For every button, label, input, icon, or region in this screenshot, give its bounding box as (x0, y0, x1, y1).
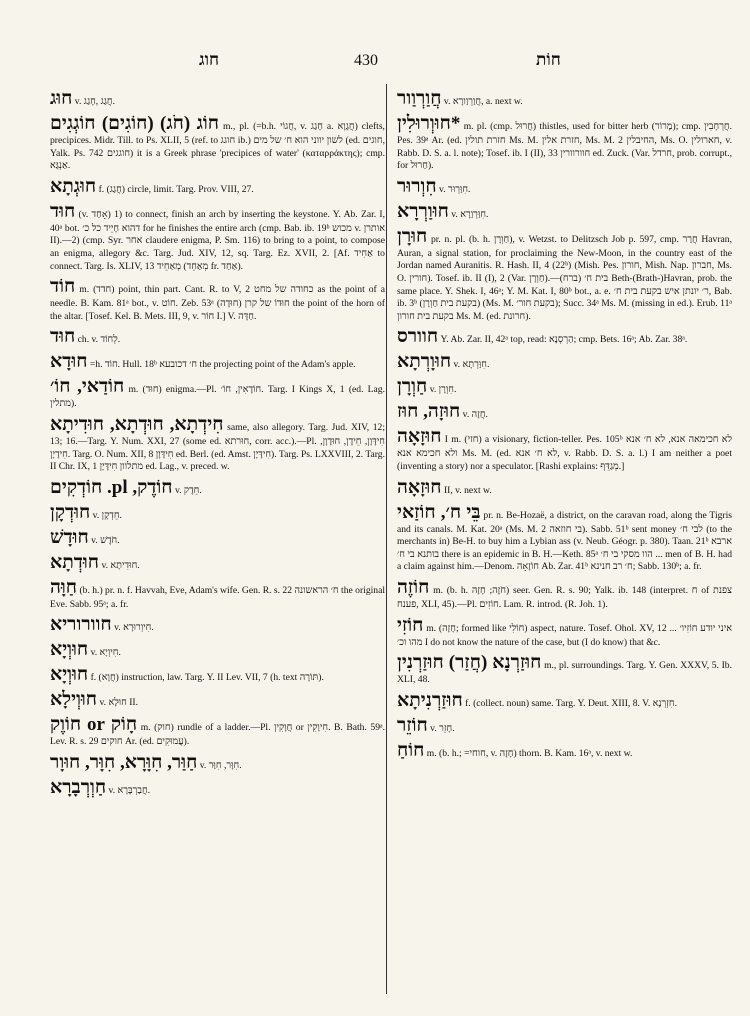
entry-headword: חוּוְיָא (50, 664, 89, 686)
entry-headword: חַוָּה (50, 576, 78, 598)
dictionary-entry (397, 715, 732, 737)
entry-definition: Y. Ab. Zar. II, 42ᵃ top, read: הַרְסְנָא; cmp. Bets. 16ᵃ; Ab. Zar. 38ᵃ. (440, 334, 688, 346)
entry-headword: חוּגְתָא (50, 175, 97, 197)
entry-definition: v. חִוָּר, חִוַּר. (199, 759, 242, 771)
dictionary-entry (397, 401, 732, 423)
entry-headword: חִוְרוּר (397, 175, 437, 197)
entry-definition: v. חִוַּרְוּר. (439, 183, 471, 195)
dictionary-entry (50, 614, 385, 636)
entry-definition: v. חֲבַרְבָּרָא. (108, 784, 151, 796)
dictionary-entry (50, 351, 385, 373)
entry-headword: חַוַּר, חִוָּרָא, חִוָּר, חוּוָר (50, 751, 198, 773)
dictionary-entry (397, 226, 732, 324)
entry-headword: חוּזָאָה (397, 426, 442, 448)
entry-headword: חוֹחַ (397, 739, 425, 761)
dictionary-entry (397, 502, 732, 574)
entry-definition: ch. v. לְחוֹד. (77, 334, 121, 346)
dictionary-entry (50, 752, 385, 774)
entry-definition: v. חֵדְקָן. (92, 509, 122, 521)
entry-definition: v. חָזֵר. (430, 722, 455, 734)
column-divider (386, 84, 387, 994)
entry-headword: חוּוַרְרָא (397, 200, 449, 222)
dictionary-entry (397, 351, 732, 373)
entry-definition: pr. n. pl. (b. h. חַוְרָן), v. Wetzst. to Delitzsch Job p. 597, cmp. חֲרַר Havran, Auran, a signal station, for proclaiming the New-Moon, in the country east of the Jordan named Auranitis. R. Hash. II, 4 (22ᵇ) (Mish. Pes. חורון, Mish. Nap. חברון, Ms. O. חורין). Tosef. ib. II (I), 2 (Var. חַוְרָן).—(ברח) בית ח׳ Beth-(Brath-)Havran, prob. the same place. Y. Shek. I, 46ᵃ; Y. M. Kat. I, 80ᵇ bot., a. e. ר׳ יונתן איש בקעת בית ח׳, Bab. ib. 3ᵇ (בקעת בית חַוְרָן) (Ms. M. בקעת חור׳); Succ. 34ᵃ Ms. M. (missing in ed.). Erub. 11ᵃ בקעת בית חורון Ms. M. (ed. חרונת). (397, 233, 732, 322)
entry-headword: חוֹד (50, 276, 76, 298)
dictionary-entry (397, 426, 732, 473)
entry-definition: m. (חדד) point, thin part. Cant. R. to V, 2 כחודה של מחט as the point of a needle. B. Kam. 81ᵃ bot., v. חוֹט. Zeb. 53ᵃ (חוּדָה) חוּדוֹ של קרן the point of the horn of the altar. [Tosef. Kel. B. Mets. III, 9, v. חוֹר I.] V. חַדָּה. (50, 284, 385, 322)
entry-definition: v. חֹדֶשׁ. (91, 534, 120, 546)
dictionary-entry (50, 664, 385, 686)
entry-definition: v. חִוְרָן. (429, 384, 457, 396)
entry-headword: חוּדָא (50, 351, 88, 373)
entry-definition: =h. חוֹד. Hull. 18ᵇ ח׳ דכובעא the projecting point of the Adam's apple. (89, 359, 356, 371)
entry-definition: v. חֲגַג ,חָגַג. (74, 96, 116, 107)
entry-headword: חוּד (50, 326, 76, 348)
entry-headword: חֲוַרְוַור (397, 88, 442, 109)
entry-definition: f. (חֲוָא) instruction, law. Targ. Y. II Lev. VII, 7 (h. text תּוֹרָה). (90, 672, 324, 684)
entry-definition: f. (חֲגַג) circle, limit. Targ. Prov. VIII, 27. (98, 183, 254, 195)
dictionary-entry (397, 176, 732, 198)
dictionary-entry (50, 113, 385, 173)
dictionary-entry (50, 777, 385, 799)
entry-definition: pr. n. Be-Hozaë, a district, on the caravan road, along the Tigris and its canals. M. Kat. 20ᵃ (Ms. M. 2 בי חוזאה). Sabb. 51ᵇ sent money לבי ח׳ (to the merchants in) Be-H. to buy him a Lybian ass (v. Neub. Géogr. p. 380). Taan. 21ᵇ ארבא בותנא בי ח׳ there is an epidemic in B. H.—Keth. 85ᵃ הוו מסקי בי ח׳ ... men of B. H. had a claim against him.—Denom. חוֹזָאָה Ab. Zar. 41ᵇ ח׳ רב חנינא; Sabb. 130ᵇ; a. fr. (397, 509, 733, 573)
left-column (50, 88, 385, 802)
entry-definition: v. חוּלָא II. (99, 697, 139, 709)
entry-headword: חוֹג (חֹג) (חוֹגִים) חוֹגְגִים (50, 113, 219, 134)
entry-definition: m., pl. surroundings. Targ. Y. Gen. XXXV, 5. Ib. XLI, 48. (397, 660, 732, 686)
dictionary-entry (397, 88, 732, 110)
dictionary-entry (50, 276, 385, 323)
dictionary-entry (50, 639, 385, 661)
entry-headword: חוֹדַאי, חוֹ׳ (50, 376, 125, 398)
dictionary-entry (397, 376, 732, 398)
dictionary-entry (50, 552, 385, 574)
dictionary-entry (50, 414, 385, 474)
entry-headword: חוּדְקָן (50, 501, 91, 523)
entry-definition: m. (חָזָה; formed like חוֹלִי) aspect, nature. Tosef. Ohol. XV, 12 איני יודע חוֹזִיו׳ ... מהו וכ׳ I do not know the nature of the case, but (I do know) that &c. (397, 622, 732, 648)
entry-headword: *חוּוְרוּלִין (397, 113, 461, 134)
dictionary-entry (397, 577, 732, 612)
entry-headword: חוורס (397, 326, 439, 348)
entry-definition: v. חֵדֶק. (174, 484, 202, 496)
dictionary-entry (50, 326, 385, 348)
entry-definition: v. חִוַּרְוַרָא. (451, 208, 489, 220)
entry-definition: I m. (חזי) a visionary, fiction-teller. Pes. 105ᵇ לא חכימאה אנא, לא ח׳ אנא ולא חכימא אנא Ms. M. (ed. לא ח׳ אנא, v. Rabb. D. S. a. l.) I am neither a poet (inventing a story) nor a speculator. [Rashi explains: מְגַדֵּף.] (397, 434, 732, 472)
dictionary-entry (50, 714, 385, 749)
entry-headword: חִידְתָא, חוּדְתָא, חוּדִיתָא (50, 413, 224, 435)
entry-headword: חוֹדֶק, pl. חוֹדְקִים (50, 476, 173, 498)
dictionary-entry (397, 326, 732, 348)
header-right-catchword: חוֹת (536, 50, 561, 70)
dictionary-entry (50, 201, 385, 273)
entry-definition: (b. h.) pr. n. f. Havvah, Eve, Adam's wife. Gen. R. s. 22 ח׳ הראשונה the original Eve. Sabb. 95ᵃ; a. fr. (50, 584, 385, 610)
entry-headword: חוּג (50, 88, 73, 109)
entry-definition: m. (b. h.; =חוחי, v. חָזָה) thorn. B. Kam. 16ᵃ, v. next w. (426, 747, 633, 759)
entry-headword: חוּרָן (397, 225, 428, 247)
right-column (397, 88, 732, 765)
entry-headword: חוּזַרְנִיתָא (397, 689, 463, 711)
page-number: 430 (354, 52, 378, 69)
entry-headword: חוּד (50, 200, 76, 222)
dictionary-entry (397, 201, 732, 223)
entry-headword: חוֹזֵר (397, 714, 428, 736)
entry-definition: (v. אָחַד) 1) to connect, finish an arch by inserting the keystone. Y. Ab. Zar. I, 40ᵃ bot. דהוא חָיֵיד כל כ׳ for he finishes the entire arch (cmp. Bab. ib. 19ᵇ מכוש v. אותרן II).—2) (cmp. Syr. אחר claudere enigma, P. Sm. 116) to bring to a point, to compose an enigma, allegory &c. Targ. Jud. XIV, 12, sq. Targ. Ez. XVII, 2. [Af. אַחִיד to connect. Targ. Is. XLIV, 13 מְאַחֵיד (מְאַחֵד fr. אַחַד). (50, 208, 385, 272)
dictionary-entry (397, 740, 732, 762)
dictionary-entry (50, 477, 385, 499)
entry-headword: חַוְרְבָרָא (50, 776, 107, 798)
entry-headword: חוּוָרְתָא (397, 351, 452, 373)
entry-definition: same, also allegory. Targ. Jud. XIV, 12; 13; 16.—Targ. Y. Num. XXI, 27 (some ed. חוּרתא, corr. acc.).—Pl. חִידָּוָן, חֵידָן, חוּדָוָן, חִידָיָן. Targ. O. Num. XII, 8 חִידָּוָן ed. Berl. (ed. Amst. חִידָּיָן). Targ. Ps. LXXVIII, 2. Targ. II Chr. IX, 1 מתלוון חִידָּיָן ed. Lag., v. preced. w. (50, 421, 385, 473)
dictionary-entry (50, 527, 385, 549)
entry-definition: v. חֲוַרְוַורָא, a. next w. (443, 96, 523, 107)
header-left-catchword: חוג (199, 50, 220, 70)
dictionary-entry (397, 477, 732, 499)
entry-definition: m., pl. (=b.h. חֲגוֹי, v. חָגַג a. חֲגָוָא) clefts, precipices. Midr. Till. to Ps. XLII, 5 (ref. to חוגג ib.) לשון יווני הוא ח׳ של מים (ed. חוגים, Yalk. Ps. 742 חוגגים) it is a Greek phrase 'precipices of water' (καταρράκτης); cmp. אַנְגָּא. (50, 121, 385, 172)
entry-definition: v. חִיוְרוּרָא. (114, 622, 154, 634)
entry-definition: v. חִוַּרְתָא. (453, 359, 490, 371)
entry-headword: חוּוְילָא (50, 689, 98, 711)
dictionary-entry (397, 615, 732, 650)
entry-definition: m. (חוּד) enigma.—Pl. חוֹדָאִין, חוֹ׳. Targ. I Kings X, 1 (ed. Lag. מתלין). (50, 384, 385, 410)
dictionary-entry (50, 502, 385, 524)
entry-definition: v. חוּדִיתָא. (101, 559, 140, 571)
entry-headword: חוֹזִי (397, 614, 424, 636)
entry-headword: חָוֹק or חוֹוֶק (50, 714, 138, 736)
entry-headword: חוּדָשׁ (50, 526, 89, 548)
dictionary-entry (397, 690, 732, 712)
entry-definition: m. (חוק) rundle of a ladder.—Pl. חֲוָקִין or חִיוָקִין. B. Bath. 59ᵃ. Lev. R. s. 29 חוקים Ar. (ed. עֲמוּקִים). (50, 722, 386, 748)
entry-definition: m. pl. (cmp. חֲרוּל) thistles, used for bitter herb (מָרוֹר); cmp. חֲרְחָבִין. Pes. 39ᵃ Ar. (ed. חזרת תולין Ms. M. חזרת אלין, Ms. M. 2 החיבלין, Ms. O. חארולין, v. Rabb. D. S. a. l. note); Tosef. ib. I (II), 33 חוורוורין ed. Zuck. (Var. חרדל, prob. corrupt., for חַרוּל). (397, 121, 733, 172)
page-header (0, 50, 750, 74)
dictionary-entry (50, 689, 385, 711)
entry-headword: חוורוריא (50, 614, 112, 636)
entry-headword: בֵּי ח׳, חוֹזַאי (397, 501, 481, 523)
entry-definition: f. (collect. noun) same. Targ. Y. Deut. XIII, 8. V. חִזְרְנָא. (465, 697, 677, 709)
entry-headword: חוּזָה, חוּז (397, 401, 461, 423)
entry-headword: חוּזָאָה (397, 476, 442, 498)
dictionary-entry (50, 88, 385, 110)
entry-headword: חַוְרָן (397, 376, 428, 398)
entry-definition: m. (b. h. חֹזֶה; חָזָה) seer. Gen. R. s. 90; Yalk. ib. 148 (interpret. ח of צפנת פענח, XLI, 45).—Pl. חוֹזִים. Lam. R. introd. (R. Joh. 1). (397, 584, 732, 610)
dictionary-entry (50, 577, 385, 612)
dictionary-entry (397, 652, 732, 687)
dictionary-entry (50, 376, 385, 411)
entry-definition: v. חִיוְיָא. (90, 647, 121, 659)
entry-definition: v. חֲזָה. (462, 409, 488, 421)
entry-definition: II, v. next w. (443, 484, 492, 496)
dictionary-entry (50, 176, 385, 198)
dictionary-entry (397, 113, 732, 173)
entry-headword: חוּדְתָא (50, 551, 100, 573)
entry-headword: חוּוְיָא (50, 639, 89, 661)
entry-headword: חוּזַרְנָא (חֲזַר) חוּזַרְנִין (397, 652, 542, 674)
entry-headword: חוֹזֶה (397, 576, 430, 598)
